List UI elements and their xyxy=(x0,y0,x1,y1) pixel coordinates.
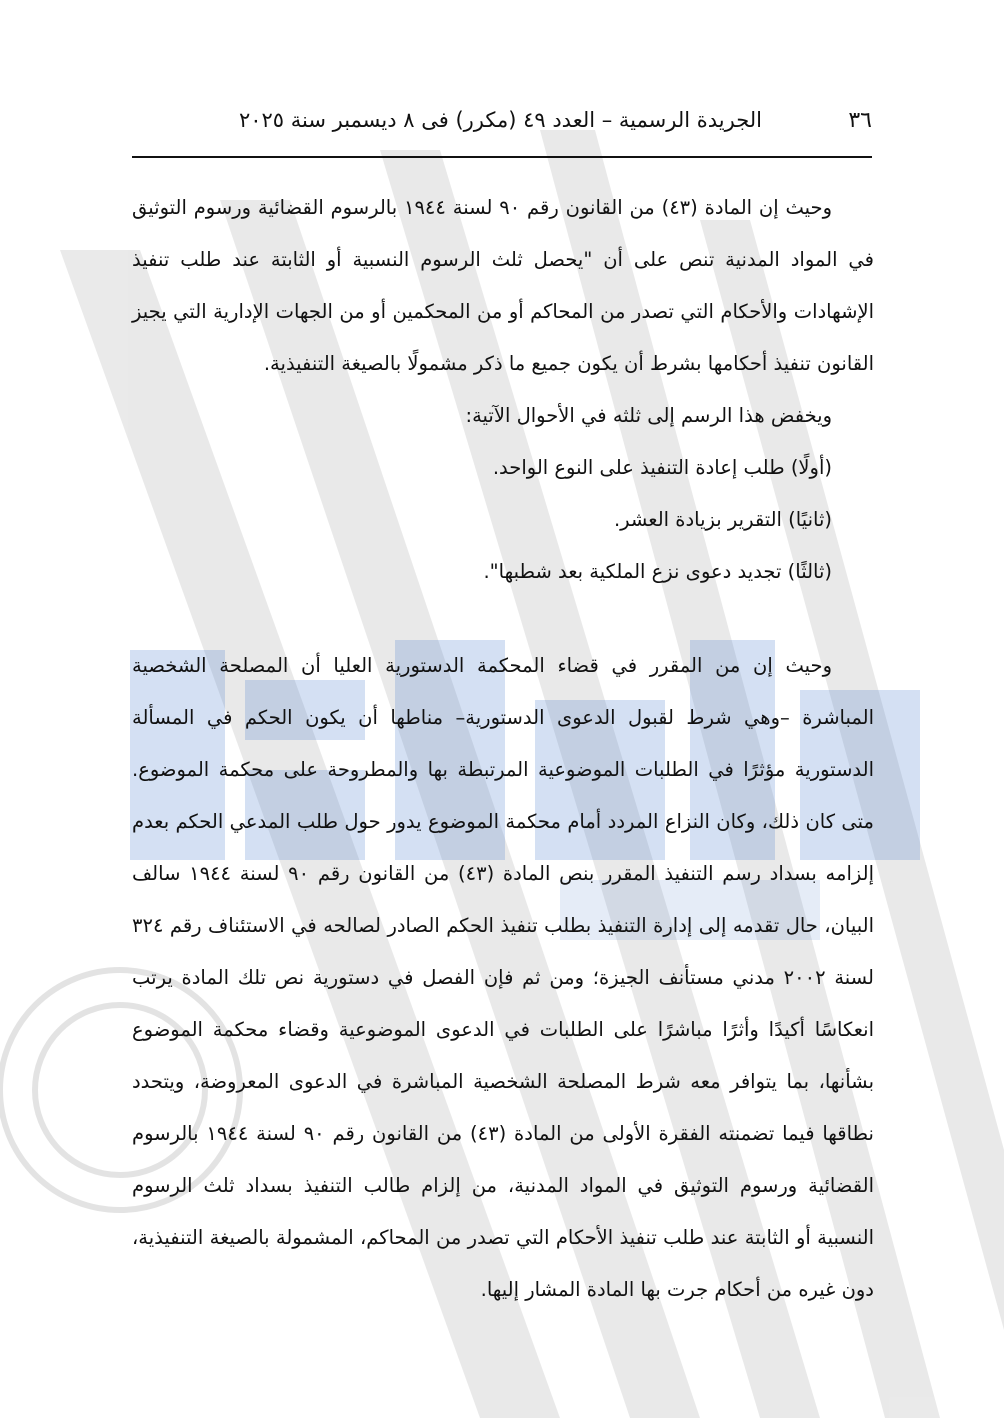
page-header xyxy=(132,108,872,148)
list-item-third: (ثالثًا) تجديد دعوى نزع الملكية بعد شطبها". xyxy=(483,560,832,583)
list-item-first: (أولًا) طلب إعادة التنفيذ على النوع الواحد. xyxy=(492,456,832,479)
gazette-header-title: الجريدة الرسمية – العدد ٤٩ (مكرر) فى ٨ ديسمبر سنة ٢٠٢٥ xyxy=(238,108,762,132)
paragraph-reduction-cases: ويخفض هذا الرسم إلى ثلثه في الأحوال الآتية: xyxy=(465,404,832,427)
document-body xyxy=(132,182,874,1316)
list-item-second: (ثانيًا) التقرير بزيادة العشر. xyxy=(613,508,832,531)
paragraph-article-43: وحيث إن المادة (٤٣) من القانون رقم ٩٠ لسنة ١٩٤٤ بالرسوم القضائية ورسوم التوثيق في المواد المدنية تنص على أن "يحصل ثلث الرسوم النسبية أو الثابتة عند طلب تنفيذ الإشهادات والأحكام التي تصدر من المحاكم أو من المحكمين أو من الجهات الإدارية التي يجيز القانون تنفيذ أحكامها بشرط أن يكون جميع ما ذكر مشمولًا بالصيغة التنفيذية. xyxy=(132,196,874,375)
paragraph-interest-condition: وحيث إن من المقرر في قضاء المحكمة الدستورية العليا أن المصلحة الشخصية المباشرة –وهي شرط لقبول الدعوى الدستورية– مناطها أن يكون الحكم في المسألة الدستورية مؤثرًا في الطلبات الموضوعية المرتبطة بها والمطروحة على محكمة الموضوع. متى كان ذلك، وكان النزاع المردد أمام محكمة الموضوع يدور حول طلب المدعي الحكم بعدم إلزامه بسداد رسم التنفيذ المقرر بنص المادة (٤٣) من القانون رقم ٩٠ لسنة ١٩٤٤ سالف البيان، حال تقدمه إلى إدارة التنفيذ بطلب تنفيذ الحكم الصادر لصالحه في الاستئناف رقم ٣٢٤ لسنة ٢٠٠٢ مدني مستأنف الجيزة؛ ومن ثم فإن الفصل في دستورية نص تلك المادة يرتب انعكاسًا أكيدًا وأثرًا مباشرًا على الطلبات في الدعوى الموضوعية وقضاء محكمة الموضوع بشأنها، بما يتوافر معه شرط المصلحة الشخصية المباشرة في الدعوى المعروضة، ويتحدد نطاقها فيما تضمنته الفقرة الأولى من المادة (٤٣) من القانون رقم ٩٠ لسنة ١٩٤٤ بالرسوم القضائية ورسوم التوثيق في المواد المدنية، من إلزام طالب التنفيذ بسداد ثلث الرسوم النسبية أو الثابتة عند طلب تنفيذ الأحكام التي تصدر من المحاكم، المشمولة بالصيغة التنفيذية، دون غيره من أحكام جرت بها المادة المشار إليها. xyxy=(132,654,875,1301)
page-number: ٣٦ xyxy=(848,108,872,133)
header-divider xyxy=(132,156,872,158)
paragraph-gap xyxy=(132,598,874,640)
